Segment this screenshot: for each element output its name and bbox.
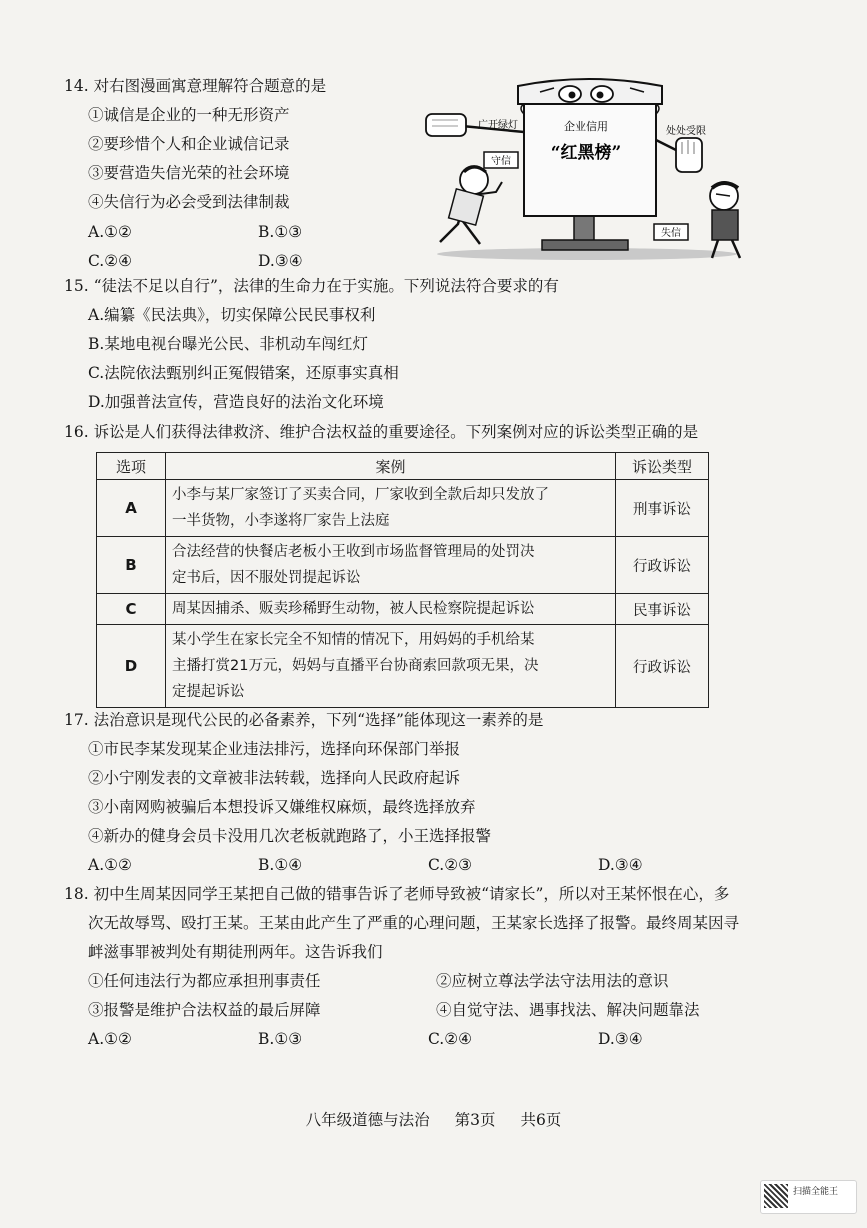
case-text-line: 定提起诉讼: [172, 684, 245, 700]
footer-total-pages: 共6页: [520, 1111, 562, 1129]
type-cell: 行政诉讼: [616, 625, 709, 708]
statement-item: ②应树立尊法学法守法用法的意识: [436, 972, 669, 990]
answer-option: C.②④: [88, 252, 133, 270]
table-row: [97, 594, 709, 625]
table-row: [97, 625, 709, 708]
trust-card: 守信: [491, 156, 511, 167]
question-stem-line: 衅滋事罪被判处有期徒刑两年。这告诉我们: [88, 943, 383, 961]
option-cell: C: [97, 594, 166, 625]
statement-item: ①市民李某发现某企业违法排污，选择向环保部门举报: [88, 740, 461, 758]
option-cell: A: [97, 480, 166, 537]
answer-option: B.①③: [258, 223, 303, 241]
statement-item: ④自觉守法、遇事找法、解决问题靠法: [436, 1001, 700, 1019]
case-text-line: 定书后，因不服处罚提起诉讼: [172, 570, 361, 586]
question-stem-line: 次无故辱骂、殴打王某。王某由此产生了严重的心理问题，王某家长选择了报警。最终周某因寻: [88, 914, 740, 932]
answer-option: C.②④: [428, 1030, 473, 1048]
answer-option: A.①②: [88, 856, 132, 874]
footer-page-number: 第3页: [454, 1111, 496, 1129]
statement-item: ①诚信是企业的一种无形资产: [88, 106, 290, 124]
case-text-line: 主播打赏21万元，妈妈与直播平台协商索回款项无果，决: [172, 658, 539, 674]
question-18: [64, 880, 784, 1054]
answer-option: D.③④: [258, 252, 303, 270]
answer-option: D.加强普法宣传，营造良好的法治文化环境: [88, 393, 384, 411]
type-cell: 民事诉讼: [616, 594, 709, 625]
case-text-line: 小李与某厂家签订了买卖合同，厂家收到全款后却只发放了: [172, 487, 549, 503]
answer-option: A.编纂《民法典》，切实保障公民民事权利: [88, 306, 376, 324]
statement-item: ③报警是维护合法权益的最后屏障: [88, 1001, 321, 1019]
type-cell: 刑事诉讼: [616, 480, 709, 537]
question-stem: 17. 法治意识是现代公民的必备素养，下列“选择”能体现这一素养的是: [64, 711, 544, 729]
board-main: “红黑榜”: [550, 143, 622, 163]
type-cell: 行政诉讼: [616, 537, 709, 594]
case-cell: [166, 480, 616, 537]
answer-option: C.法院依法甄别纠正冤假错案，还原事实真相: [88, 364, 399, 382]
case-cell: [166, 625, 616, 708]
statement-item: ④失信行为必会受到法律制裁: [88, 193, 290, 211]
right-sign: 处处受限: [666, 126, 706, 137]
answer-option: C.②③: [428, 856, 473, 874]
case-text-line: 某小学生在家长完全不知情的情况下，用妈妈的手机给某: [172, 632, 535, 648]
scanner-watermark: [760, 1180, 857, 1214]
answer-option: D.③④: [598, 1030, 643, 1048]
distrust-card: 失信: [661, 228, 681, 239]
question-stem-line: 18. 初中生周某因同学王某把自己做的错事告诉了老师导致被“请家长”，所以对王某怀恨在心，多: [64, 885, 730, 903]
statement-item: ②小宁刚发表的文章被非法转载，选择向人民政府起诉: [88, 769, 461, 787]
case-cell: [166, 537, 616, 594]
answer-option: A.①②: [88, 223, 132, 241]
left-sign: 广开绿灯: [478, 120, 518, 131]
question-stem: 16. 诉讼是人们获得法律救济、维护合法权益的重要途径。下列案例对应的诉讼类型正确的是: [64, 423, 699, 441]
cartoon-illustration: [422, 74, 752, 262]
qr-code-icon: [764, 1184, 788, 1208]
question-stem: 15. “徒法不足以自行”，法律的生命力在于实施。下列说法符合要求的有: [64, 277, 559, 295]
board-title: 企业信用: [564, 120, 608, 133]
page-footer: [0, 1108, 867, 1130]
column-header: 选项: [97, 453, 166, 480]
answer-option: B.某地电视台曝光公民、非机动车闯红灯: [88, 335, 368, 353]
case-cell: [166, 594, 616, 625]
option-cell: D: [97, 625, 166, 708]
question-16: [64, 418, 698, 447]
table-row: [97, 480, 709, 537]
statement-item: ③小南网购被骗后本想投诉又嫌维权麻烦，最终选择放弃: [88, 798, 476, 816]
answer-option: D.③④: [598, 856, 643, 874]
credit-cartoon: [422, 74, 752, 262]
case-text-line: 合法经营的快餐店老板小王收到市场监督管理局的处罚决: [172, 544, 535, 560]
column-header: 诉讼类型: [616, 453, 709, 480]
answer-option: A.①②: [88, 1030, 132, 1048]
statement-item: ①任何违法行为都应承担刑事责任: [88, 972, 321, 990]
statement-item: ②要珍惜个人和企业诚信记录: [88, 135, 290, 153]
statement-item: ④新办的健身会员卡没用几次老板就跑路了，小王选择报警: [88, 827, 492, 845]
case-text-line: 一半货物，小李遂将厂家告上法庭: [172, 513, 390, 529]
scanner-label: 扫描全能王: [793, 1187, 839, 1197]
answer-option: B.①③: [258, 1030, 303, 1048]
case-text-line: 周某因捕杀、贩卖珍稀野生动物，被人民检察院提起诉讼: [172, 601, 535, 617]
footer-subject: 八年级道德与法治: [305, 1111, 430, 1129]
table-header-row: [97, 453, 709, 480]
question-14: [64, 72, 428, 276]
case-table: [96, 452, 709, 708]
question-15: [64, 272, 559, 417]
table-row: [97, 537, 709, 594]
option-cell: B: [97, 537, 166, 594]
statement-item: ③要营造失信光荣的社会环境: [88, 164, 290, 182]
question-17: [64, 706, 768, 880]
column-header: 案例: [166, 453, 616, 480]
answer-option: B.①④: [258, 856, 303, 874]
question-stem: 14. 对右图漫画寓意理解符合题意的是: [64, 77, 327, 95]
